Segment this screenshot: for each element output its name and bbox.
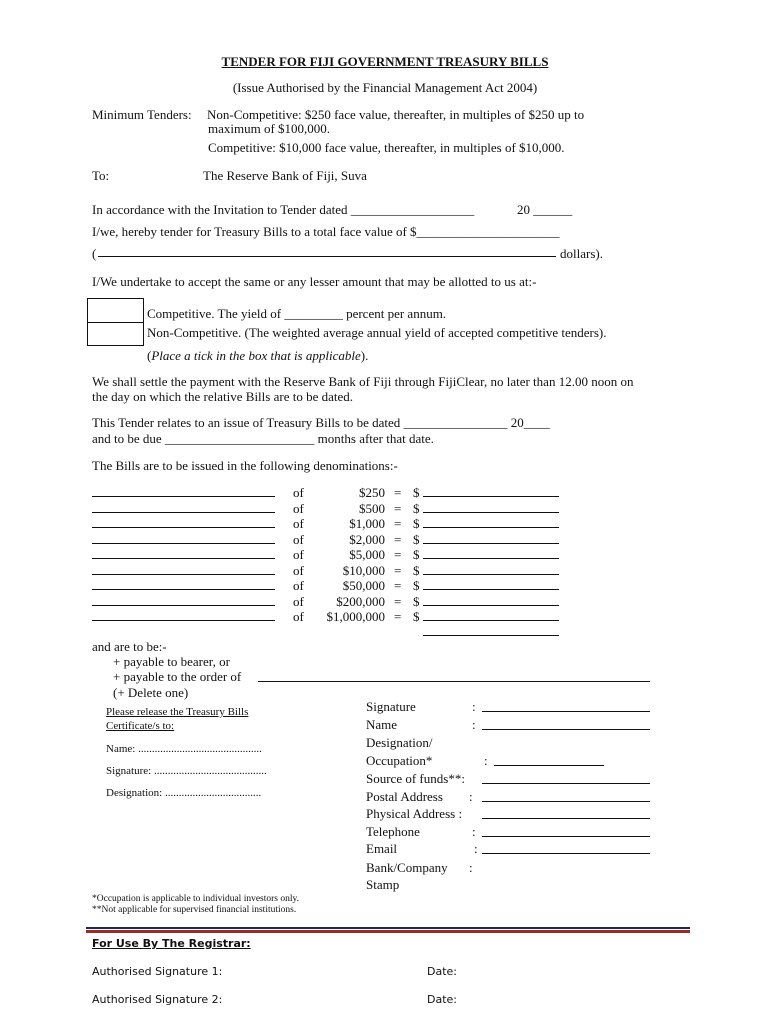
name-colon: : bbox=[472, 717, 476, 732]
release-name-field[interactable]: Name: ............................................. bbox=[106, 743, 262, 755]
denomination-dollar-sign: $ bbox=[413, 609, 420, 624]
denomination-dollar-sign: $ bbox=[413, 516, 420, 531]
face-value-words-field[interactable] bbox=[98, 256, 556, 257]
denomination-equals: = bbox=[394, 563, 402, 578]
denomination-of-label: of bbox=[293, 501, 304, 516]
telephone-field[interactable] bbox=[482, 836, 650, 837]
denomination-equals: = bbox=[394, 594, 402, 609]
denomination-dollar-sign: $ bbox=[413, 485, 420, 500]
email-label: Email bbox=[366, 841, 398, 856]
denomination-equals: = bbox=[394, 485, 402, 500]
tick-instruction bbox=[147, 348, 368, 363]
release-heading-line1: Please release the Treasury Bills bbox=[106, 706, 249, 718]
denomination-total-field[interactable] bbox=[423, 635, 559, 636]
occupation-label: Occupation* bbox=[366, 753, 433, 768]
payable-to-bearer: + payable to bearer, or bbox=[113, 654, 230, 669]
issue-date-line[interactable]: This Tender relates to an issue of Treasury Bills to be dated ________________ 20____ bbox=[92, 415, 550, 430]
denomination-amount-field[interactable] bbox=[423, 605, 559, 606]
name-field[interactable] bbox=[482, 729, 650, 730]
to-recipient: The Reserve Bank of Fiji, Suva bbox=[203, 168, 367, 183]
denomination-value: $200,000 bbox=[336, 594, 385, 609]
denomination-dollar-sign: $ bbox=[413, 532, 420, 547]
denomination-amount-field[interactable] bbox=[423, 589, 559, 590]
face-value-line[interactable]: I/we, hereby tender for Treasury Bills to a total face value of $______________________ bbox=[92, 224, 560, 239]
noncompetitive-option-label: Non-Competitive. (The weighted average annual yield of accepted competitive tenders). bbox=[147, 325, 607, 340]
postal-address-colon: : bbox=[469, 789, 473, 804]
denomination-value: $1,000,000 bbox=[326, 609, 385, 624]
footnote-occupation: *Occupation is applicable to individual investors only. bbox=[92, 894, 300, 904]
registrar-divider-red bbox=[86, 930, 690, 933]
source-of-funds-label: Source of funds**: bbox=[366, 771, 465, 786]
noncompetitive-checkbox[interactable] bbox=[87, 322, 144, 346]
competitive-min-line: Competitive: $10,000 face value, thereafter, in multiples of $10,000. bbox=[208, 140, 565, 155]
denomination-value: $1,000 bbox=[349, 516, 385, 531]
settlement-line1: We shall settle the payment with the Reserve Bank of Fiji through FijiClear, no later than 12.00 noon on bbox=[92, 374, 634, 389]
bank-company-colon[interactable]: : bbox=[469, 860, 473, 875]
denomination-dollar-sign: $ bbox=[413, 594, 420, 609]
payable-to-order: + payable to the order of bbox=[113, 669, 242, 684]
face-value-words-open: ( bbox=[92, 246, 97, 261]
postal-address-label: Postal Address bbox=[366, 789, 443, 804]
denomination-of-label: of bbox=[293, 547, 304, 562]
authorised-signature-1-label: Authorised Signature 1: bbox=[92, 965, 223, 978]
designation-label: Designation/ bbox=[366, 735, 433, 750]
denomination-value: $2,000 bbox=[349, 532, 385, 547]
invitation-year[interactable]: 20 ______ bbox=[517, 202, 573, 217]
bank-company-label: Bank/Company bbox=[366, 860, 448, 875]
authorised-date-2-label: Date: bbox=[427, 993, 457, 1006]
physical-address-field[interactable] bbox=[482, 818, 650, 819]
authorised-signature-2-label: Authorised Signature 2: bbox=[92, 993, 223, 1006]
denomination-equals: = bbox=[394, 501, 402, 516]
telephone-label: Telephone bbox=[366, 824, 420, 839]
denomination-value: $500 bbox=[359, 501, 385, 516]
denomination-of-label: of bbox=[293, 563, 304, 578]
release-signature-field[interactable]: Signature: ......................................... bbox=[106, 765, 267, 777]
denomination-amount-field[interactable] bbox=[423, 496, 559, 497]
denomination-amount-field[interactable] bbox=[423, 558, 559, 559]
denomination-amount-field[interactable] bbox=[423, 620, 559, 621]
denomination-of-label: of bbox=[293, 594, 304, 609]
tick-instruction-text: Place a tick in the box that is applicable bbox=[151, 348, 361, 363]
denomination-value: $50,000 bbox=[342, 578, 385, 593]
denomination-quantity-field[interactable] bbox=[92, 589, 275, 590]
denomination-dollar-sign: $ bbox=[413, 547, 420, 562]
payable-order-field[interactable] bbox=[258, 681, 650, 682]
denomination-quantity-field[interactable] bbox=[92, 496, 275, 497]
occupation-colon: : bbox=[484, 753, 488, 768]
denomination-amount-field[interactable] bbox=[423, 574, 559, 575]
registrar-divider-dark bbox=[86, 927, 690, 929]
denomination-quantity-field[interactable] bbox=[92, 512, 275, 513]
release-heading-line2: Certificate/s to: bbox=[106, 720, 175, 732]
denomination-of-label: of bbox=[293, 609, 304, 624]
denomination-dollar-sign: $ bbox=[413, 501, 420, 516]
signature-field[interactable] bbox=[482, 711, 650, 712]
occupation-field[interactable] bbox=[494, 765, 604, 766]
denomination-quantity-field[interactable] bbox=[92, 605, 275, 606]
denomination-equals: = bbox=[394, 609, 402, 624]
physical-address-label: Physical Address : bbox=[366, 806, 463, 821]
competitive-option-label: Competitive. The yield of _________ percent per annum. bbox=[147, 306, 447, 321]
authorised-date-1-label: Date: bbox=[427, 965, 457, 978]
denomination-value: $250 bbox=[359, 485, 385, 500]
min-tenders-label: Minimum Tenders: bbox=[92, 107, 192, 122]
denomination-equals: = bbox=[394, 547, 402, 562]
telephone-colon: : bbox=[472, 824, 476, 839]
name-label: Name bbox=[366, 717, 398, 732]
form-subtitle: (Issue Authorised by the Financial Management Act 2004) bbox=[232, 80, 538, 95]
tick-instruction-close: ). bbox=[360, 348, 369, 363]
denomination-of-label: of bbox=[293, 532, 304, 547]
denomination-equals: = bbox=[394, 516, 402, 531]
postal-address-field[interactable] bbox=[482, 801, 650, 802]
denomination-quantity-field[interactable] bbox=[92, 620, 275, 621]
maturity-line[interactable]: and to be due _______________________ months after that date. bbox=[92, 431, 434, 446]
delete-one-note: (+ Delete one) bbox=[113, 685, 189, 700]
payable-intro: and are to be:- bbox=[92, 639, 167, 654]
email-field[interactable] bbox=[482, 853, 650, 854]
undertake-statement: I/We undertake to accept the same or any lesser amount that may be allotted to us at:- bbox=[92, 274, 537, 289]
registrar-heading: For Use By The Registrar: bbox=[92, 937, 251, 950]
denomination-amount-field[interactable] bbox=[423, 543, 559, 544]
denomination-equals: = bbox=[394, 578, 402, 593]
email-colon: : bbox=[474, 841, 478, 856]
denomination-quantity-field[interactable] bbox=[92, 574, 275, 575]
denomination-of-label: of bbox=[293, 578, 304, 593]
release-designation-field[interactable]: Designation: ................................... bbox=[106, 787, 262, 799]
denomination-value: $5,000 bbox=[349, 547, 385, 562]
denomination-quantity-field[interactable] bbox=[92, 527, 275, 528]
noncompetitive-min-line1: Non-Competitive: $250 face value, thereafter, in multiples of $250 up to bbox=[207, 107, 585, 122]
denomination-of-label: of bbox=[293, 516, 304, 531]
denomination-of-label: of bbox=[293, 485, 304, 500]
denomination-value: $10,000 bbox=[342, 563, 385, 578]
signature-colon: : bbox=[472, 699, 476, 714]
denomination-amount-field[interactable] bbox=[423, 527, 559, 528]
denomination-equals: = bbox=[394, 532, 402, 547]
to-label: To: bbox=[92, 168, 110, 183]
denomination-quantity-field[interactable] bbox=[92, 558, 275, 559]
denomination-dollar-sign: $ bbox=[413, 563, 420, 578]
denomination-dollar-sign: $ bbox=[413, 578, 420, 593]
signature-label: Signature bbox=[366, 699, 416, 714]
settlement-line2: the day on which the relative Bills are to be dated. bbox=[92, 389, 353, 404]
face-value-words-close: dollars). bbox=[560, 246, 603, 261]
competitive-checkbox[interactable] bbox=[87, 298, 144, 323]
stamp-label: Stamp bbox=[366, 877, 400, 892]
source-of-funds-field[interactable] bbox=[482, 783, 650, 784]
form-title: TENDER FOR FIJI GOVERNMENT TREASURY BILLS bbox=[221, 54, 549, 69]
tick-instruction-open: ( bbox=[147, 348, 152, 363]
denominations-intro: The Bills are to be issued in the following denominations:- bbox=[92, 458, 398, 473]
invitation-date-line[interactable]: In accordance with the Invitation to Tender dated ___________________ bbox=[92, 202, 475, 217]
footnote-supervised: **Not applicable for supervised financial institutions. bbox=[92, 905, 297, 915]
denomination-quantity-field[interactable] bbox=[92, 543, 275, 544]
noncompetitive-min-line2: maximum of $100,000. bbox=[208, 121, 331, 136]
denomination-amount-field[interactable] bbox=[423, 512, 559, 513]
